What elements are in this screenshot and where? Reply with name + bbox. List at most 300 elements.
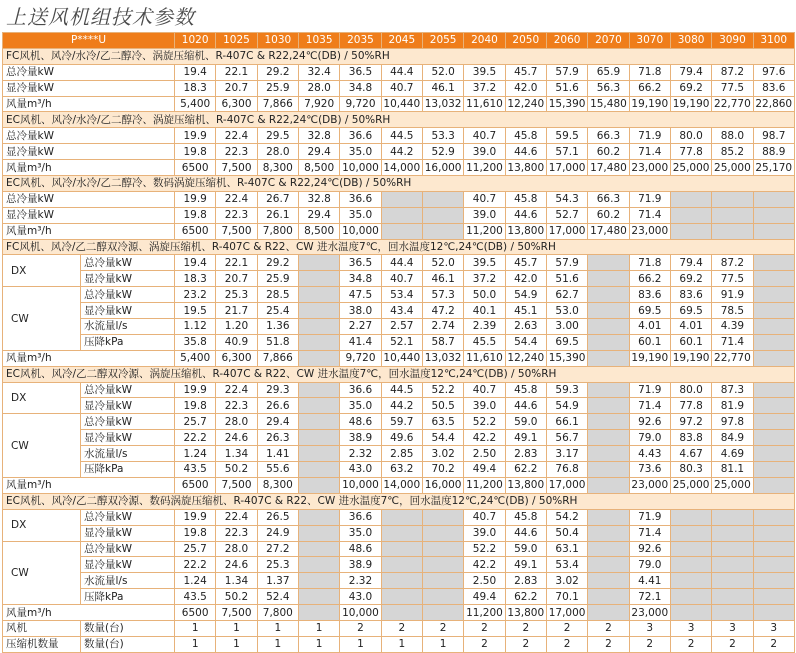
value-cell: 22.3: [216, 144, 257, 160]
value-cell: 45.7: [505, 64, 546, 80]
value-cell: 98.7: [753, 128, 794, 144]
value-cell: 55.6: [257, 462, 298, 478]
value-cell: 2.50: [464, 573, 505, 589]
value-cell: 7,800: [257, 605, 298, 621]
empty-cell: [381, 605, 422, 621]
value-cell: 42.2: [464, 430, 505, 446]
empty-cell: [422, 573, 463, 589]
value-cell: 38.0: [340, 303, 381, 319]
value-cell: 19.9: [175, 509, 216, 525]
table-row: [3, 509, 795, 525]
footer-sublabel: 数量(台): [81, 636, 175, 652]
value-cell: 7,920: [298, 96, 339, 112]
value-cell: 19,190: [629, 350, 670, 366]
value-cell: 12,240: [505, 350, 546, 366]
empty-cell: [753, 271, 794, 287]
value-cell: 2: [340, 620, 381, 636]
value-cell: 71.8: [629, 255, 670, 271]
value-cell: 57.3: [422, 287, 463, 303]
row-label: 显冷量kW: [3, 80, 175, 96]
value-cell: 4.43: [629, 446, 670, 462]
section-header-row: [3, 366, 795, 382]
value-cell: 49.4: [464, 462, 505, 478]
value-cell: 2: [422, 620, 463, 636]
value-cell: 79.4: [670, 255, 711, 271]
empty-cell: [422, 589, 463, 605]
value-cell: 5,400: [175, 96, 216, 112]
row-label: 水流量l/s: [81, 573, 175, 589]
value-cell: 25.9: [257, 80, 298, 96]
empty-cell: [588, 319, 629, 335]
value-cell: 57.9: [546, 64, 587, 80]
empty-cell: [588, 477, 629, 493]
value-cell: 29.4: [298, 207, 339, 223]
value-cell: 10,000: [340, 223, 381, 239]
empty-cell: [298, 589, 339, 605]
value-cell: 24.6: [216, 430, 257, 446]
empty-cell: [298, 462, 339, 478]
value-cell: 59.7: [381, 414, 422, 430]
value-cell: 79.4: [670, 64, 711, 80]
value-cell: 4.01: [670, 319, 711, 335]
row-label: 显冷量kW: [81, 430, 175, 446]
row-label: 显冷量kW: [3, 144, 175, 160]
value-cell: 46.1: [422, 80, 463, 96]
empty-cell: [298, 255, 339, 271]
value-cell: 38.9: [340, 430, 381, 446]
value-cell: 1: [216, 636, 257, 652]
empty-cell: [422, 557, 463, 573]
value-cell: 10,000: [340, 477, 381, 493]
value-cell: 52.2: [422, 382, 463, 398]
value-cell: 22.4: [216, 128, 257, 144]
value-cell: 84.9: [712, 430, 753, 446]
value-cell: 18.3: [175, 80, 216, 96]
value-cell: 39.5: [464, 255, 505, 271]
value-cell: 45.1: [505, 303, 546, 319]
value-cell: 41.4: [340, 334, 381, 350]
value-cell: 60.1: [629, 334, 670, 350]
value-cell: 23,000: [629, 477, 670, 493]
value-cell: 63.5: [422, 414, 463, 430]
value-cell: 1: [257, 636, 298, 652]
value-cell: 22.3: [216, 525, 257, 541]
empty-cell: [298, 414, 339, 430]
value-cell: 2: [464, 636, 505, 652]
value-cell: 36.5: [340, 255, 381, 271]
empty-cell: [670, 605, 711, 621]
value-cell: 5,400: [175, 350, 216, 366]
value-cell: 19,190: [629, 96, 670, 112]
empty-cell: [422, 525, 463, 541]
value-cell: 17,000: [546, 160, 587, 176]
value-cell: 83.6: [753, 80, 794, 96]
value-cell: 54.4: [422, 430, 463, 446]
value-cell: 29.4: [257, 414, 298, 430]
empty-cell: [753, 334, 794, 350]
value-cell: 1: [340, 636, 381, 652]
value-cell: 52.4: [257, 589, 298, 605]
section-header-row: [3, 239, 795, 255]
value-cell: 26.6: [257, 398, 298, 414]
value-cell: 79.0: [629, 430, 670, 446]
value-cell: 56.7: [546, 430, 587, 446]
value-cell: 2.50: [464, 446, 505, 462]
value-cell: 2.39: [464, 319, 505, 335]
value-cell: 17,000: [546, 223, 587, 239]
group-label: CW: [3, 287, 81, 351]
value-cell: 2.32: [340, 573, 381, 589]
empty-cell: [712, 509, 753, 525]
empty-cell: [753, 382, 794, 398]
value-cell: 19,190: [670, 350, 711, 366]
section-title: EC风机、风冷/乙二醇双冷源、涡旋压缩机、R-407C & R22、CW 进水温度7℃，回水温度12℃,24℃(DB) / 50%RH: [3, 366, 795, 382]
table-row: [3, 303, 795, 319]
value-cell: 54.9: [505, 287, 546, 303]
table-row: [3, 287, 795, 303]
value-cell: 10,440: [381, 96, 422, 112]
empty-cell: [753, 477, 794, 493]
value-cell: 43.0: [340, 589, 381, 605]
empty-cell: [712, 525, 753, 541]
value-cell: 59.5: [546, 128, 587, 144]
value-cell: 46.1: [422, 271, 463, 287]
empty-cell: [588, 303, 629, 319]
row-label: 显冷量kW: [3, 207, 175, 223]
value-cell: 19.9: [175, 191, 216, 207]
value-cell: 29.4: [298, 144, 339, 160]
empty-cell: [588, 557, 629, 573]
value-cell: 25.7: [175, 414, 216, 430]
value-cell: 79.0: [629, 557, 670, 573]
value-cell: 10,000: [340, 605, 381, 621]
value-cell: 29.3: [257, 382, 298, 398]
table-row: [3, 350, 795, 366]
value-cell: 45.8: [505, 128, 546, 144]
footer-label: 压缩机数量: [3, 636, 81, 652]
empty-cell: [712, 589, 753, 605]
empty-cell: [753, 462, 794, 478]
value-cell: 43.5: [175, 589, 216, 605]
footer-label: 风机: [3, 620, 81, 636]
value-cell: 35.0: [340, 398, 381, 414]
value-cell: 52.1: [381, 334, 422, 350]
value-cell: 21.7: [216, 303, 257, 319]
value-cell: 77.8: [670, 398, 711, 414]
value-cell: 2: [546, 636, 587, 652]
value-cell: 7,866: [257, 350, 298, 366]
value-cell: 1: [257, 620, 298, 636]
group-label: CW: [3, 541, 81, 605]
value-cell: 11,200: [464, 160, 505, 176]
value-cell: 49.6: [381, 430, 422, 446]
value-cell: 71.9: [629, 128, 670, 144]
value-cell: 25,170: [753, 160, 794, 176]
row-label: 总冷量kW: [3, 64, 175, 80]
value-cell: 3: [712, 620, 753, 636]
row-label: 显冷量kW: [81, 557, 175, 573]
value-cell: 87.3: [712, 382, 753, 398]
value-cell: 11,610: [464, 96, 505, 112]
value-cell: 43.4: [381, 303, 422, 319]
empty-cell: [298, 605, 339, 621]
table-row: [3, 80, 795, 96]
empty-cell: [670, 573, 711, 589]
value-cell: 40.7: [381, 271, 422, 287]
section-title: EC风机、风冷/水冷/乙二醇冷、数码涡旋压缩机、R-407C & R22,24℃(DB) / 50%RH: [3, 176, 795, 192]
empty-cell: [753, 557, 794, 573]
value-cell: 70.1: [546, 589, 587, 605]
value-cell: 2: [505, 620, 546, 636]
empty-cell: [298, 573, 339, 589]
empty-cell: [422, 605, 463, 621]
value-cell: 69.2: [670, 271, 711, 287]
value-cell: 7,866: [257, 96, 298, 112]
table-row: [3, 541, 795, 557]
value-cell: 1: [175, 636, 216, 652]
value-cell: 16,000: [422, 477, 463, 493]
model-header: 1025: [216, 33, 257, 49]
value-cell: 1: [422, 636, 463, 652]
value-cell: 25.3: [216, 287, 257, 303]
row-label: 水流量l/s: [81, 446, 175, 462]
value-cell: 19.8: [175, 207, 216, 223]
value-cell: 3: [753, 620, 794, 636]
row-label: 显冷量kW: [81, 525, 175, 541]
value-cell: 29.5: [257, 128, 298, 144]
value-cell: 76.8: [546, 462, 587, 478]
value-cell: 40.9: [216, 334, 257, 350]
value-cell: 19,190: [670, 96, 711, 112]
value-cell: 71.9: [629, 191, 670, 207]
value-cell: 1.20: [216, 319, 257, 335]
value-cell: 44.6: [505, 207, 546, 223]
value-cell: 25.4: [257, 303, 298, 319]
model-header: 1020: [175, 33, 216, 49]
value-cell: 6500: [175, 605, 216, 621]
value-cell: 17,480: [588, 160, 629, 176]
value-cell: 29.2: [257, 64, 298, 80]
value-cell: 85.2: [712, 144, 753, 160]
model-header: 3100: [753, 33, 794, 49]
footer-row: [3, 620, 795, 636]
table-row: [3, 96, 795, 112]
table-row: [3, 398, 795, 414]
value-cell: 2.74: [422, 319, 463, 335]
group-label: CW: [3, 414, 81, 478]
section-header-row: [3, 112, 795, 128]
model-header: 2060: [546, 33, 587, 49]
value-cell: 37.2: [464, 271, 505, 287]
value-cell: 1: [298, 636, 339, 652]
group-label: DX: [3, 255, 81, 287]
value-cell: 47.5: [340, 287, 381, 303]
table-row: [3, 462, 795, 478]
value-cell: 57.1: [546, 144, 587, 160]
empty-cell: [712, 541, 753, 557]
value-cell: 2: [588, 636, 629, 652]
value-cell: 23,000: [629, 605, 670, 621]
value-cell: 17,000: [546, 477, 587, 493]
empty-cell: [753, 605, 794, 621]
value-cell: 81.1: [712, 462, 753, 478]
value-cell: 25,000: [712, 160, 753, 176]
value-cell: 60.1: [670, 334, 711, 350]
table-row: [3, 430, 795, 446]
value-cell: 87.2: [712, 255, 753, 271]
value-cell: 80.0: [670, 128, 711, 144]
section-header-row: [3, 48, 795, 64]
value-cell: 45.8: [505, 382, 546, 398]
value-cell: 58.7: [422, 334, 463, 350]
empty-cell: [298, 525, 339, 541]
value-cell: 19.4: [175, 255, 216, 271]
value-cell: 71.4: [629, 207, 670, 223]
value-cell: 66.2: [629, 80, 670, 96]
empty-cell: [298, 334, 339, 350]
value-cell: 71.8: [629, 64, 670, 80]
value-cell: 38.9: [340, 557, 381, 573]
empty-cell: [381, 191, 422, 207]
value-cell: 52.7: [546, 207, 587, 223]
value-cell: 2.83: [505, 446, 546, 462]
value-cell: 4.01: [629, 319, 670, 335]
value-cell: 1.24: [175, 446, 216, 462]
value-cell: 19.8: [175, 398, 216, 414]
table-row: [3, 477, 795, 493]
value-cell: 19.5: [175, 303, 216, 319]
value-cell: 92.6: [629, 414, 670, 430]
value-cell: 45.7: [505, 255, 546, 271]
empty-cell: [588, 446, 629, 462]
value-cell: 11,200: [464, 605, 505, 621]
value-cell: 9,720: [340, 350, 381, 366]
value-cell: 42.0: [505, 271, 546, 287]
value-cell: 7,500: [216, 160, 257, 176]
value-cell: 43.0: [340, 462, 381, 478]
value-cell: 6,300: [216, 350, 257, 366]
empty-cell: [670, 207, 711, 223]
empty-cell: [588, 255, 629, 271]
empty-cell: [753, 398, 794, 414]
value-cell: 8,500: [298, 160, 339, 176]
value-cell: 22,770: [712, 96, 753, 112]
empty-cell: [753, 207, 794, 223]
empty-cell: [381, 589, 422, 605]
empty-cell: [588, 430, 629, 446]
empty-cell: [298, 446, 339, 462]
value-cell: 66.1: [546, 414, 587, 430]
value-cell: 77.8: [670, 144, 711, 160]
table-row: [3, 573, 795, 589]
empty-cell: [753, 287, 794, 303]
value-cell: 13,032: [422, 350, 463, 366]
model-header: 2055: [422, 33, 463, 49]
value-cell: 1.12: [175, 319, 216, 335]
empty-cell: [422, 541, 463, 557]
value-cell: 22,860: [753, 96, 794, 112]
empty-cell: [381, 541, 422, 557]
value-cell: 15,390: [546, 96, 587, 112]
section-header-row: [3, 493, 795, 509]
value-cell: 2: [464, 620, 505, 636]
value-cell: 51.8: [257, 334, 298, 350]
value-cell: 22.4: [216, 509, 257, 525]
value-cell: 39.0: [464, 207, 505, 223]
empty-cell: [588, 271, 629, 287]
model-header: 2050: [505, 33, 546, 49]
row-label: 风量m³/h: [3, 160, 175, 176]
value-cell: 28.0: [216, 414, 257, 430]
value-cell: 3.00: [546, 319, 587, 335]
value-cell: 69.5: [629, 303, 670, 319]
value-cell: 27.2: [257, 541, 298, 557]
empty-cell: [422, 207, 463, 223]
value-cell: 69.5: [546, 334, 587, 350]
value-cell: 73.6: [629, 462, 670, 478]
empty-cell: [753, 525, 794, 541]
value-cell: 59.3: [546, 382, 587, 398]
value-cell: 40.7: [464, 509, 505, 525]
value-cell: 36.6: [340, 128, 381, 144]
value-cell: 7,500: [216, 477, 257, 493]
empty-cell: [753, 319, 794, 335]
value-cell: 25,000: [712, 477, 753, 493]
value-cell: 17,480: [588, 223, 629, 239]
row-label: 压降kPa: [81, 334, 175, 350]
row-label: 风量m³/h: [3, 477, 175, 493]
value-cell: 22,770: [712, 350, 753, 366]
value-cell: 97.8: [712, 414, 753, 430]
value-cell: 97.6: [753, 64, 794, 80]
value-cell: 7,500: [216, 223, 257, 239]
value-cell: 14,000: [381, 160, 422, 176]
value-cell: 97.2: [670, 414, 711, 430]
value-cell: 12,240: [505, 96, 546, 112]
value-cell: 32.4: [298, 64, 339, 80]
value-cell: 4.69: [712, 446, 753, 462]
value-cell: 39.0: [464, 144, 505, 160]
value-cell: 22.1: [216, 255, 257, 271]
value-cell: 54.4: [505, 334, 546, 350]
empty-cell: [588, 605, 629, 621]
row-label: 总冷量kW: [81, 287, 175, 303]
table-row: [3, 207, 795, 223]
value-cell: 7,800: [257, 223, 298, 239]
value-cell: 19.8: [175, 144, 216, 160]
value-cell: 80.0: [670, 382, 711, 398]
value-cell: 66.2: [629, 271, 670, 287]
value-cell: 62.7: [546, 287, 587, 303]
empty-cell: [422, 509, 463, 525]
value-cell: 45.8: [505, 191, 546, 207]
value-cell: 78.5: [712, 303, 753, 319]
model-header: 3080: [670, 33, 711, 49]
value-cell: 15,390: [546, 350, 587, 366]
empty-cell: [588, 382, 629, 398]
empty-cell: [381, 223, 422, 239]
value-cell: 71.9: [629, 382, 670, 398]
value-cell: 39.5: [464, 64, 505, 80]
value-cell: 1.34: [216, 573, 257, 589]
value-cell: 18.3: [175, 271, 216, 287]
value-cell: 7,500: [216, 605, 257, 621]
empty-cell: [588, 509, 629, 525]
value-cell: 11,200: [464, 477, 505, 493]
model-header: 2035: [340, 33, 381, 49]
table-row: [3, 446, 795, 462]
value-cell: 1.41: [257, 446, 298, 462]
